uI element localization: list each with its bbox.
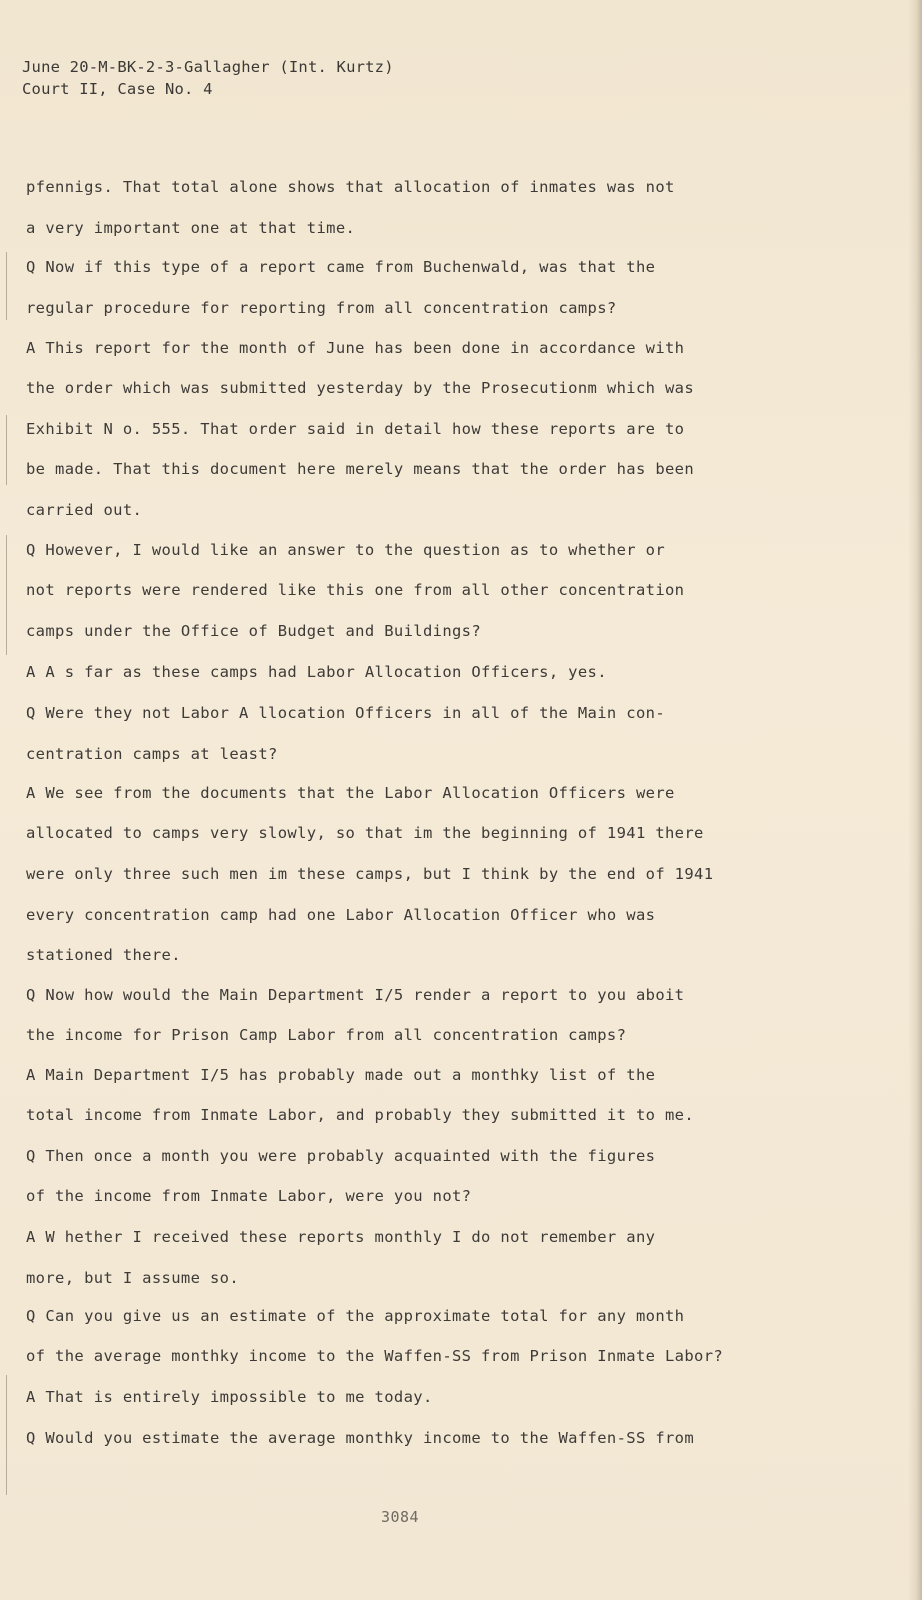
transcript-line: Q However, I would like an answer to the question as to whether or bbox=[26, 541, 665, 559]
transcript-line: not reports were rendered like this one from all other concentration bbox=[26, 581, 685, 599]
transcript-line: the income for Prison Camp Labor from all concentration camps? bbox=[26, 1026, 627, 1044]
transcript-line: of the average monthky income to the Waffen-SS from Prison Inmate Labor? bbox=[26, 1347, 724, 1365]
transcript-line: total income from Inmate Labor, and probably they submitted it to me. bbox=[26, 1106, 695, 1124]
transcript-line: A A s far as these camps had Labor Allocation Officers, yes. bbox=[26, 663, 607, 681]
transcript-line: camps under the Office of Budget and Buildings? bbox=[26, 622, 482, 640]
header-line-2: Court II, Case No. 4 bbox=[22, 80, 213, 98]
transcript-line: Q Were they not Labor A llocation Officers in all of the Main con- bbox=[26, 704, 665, 722]
transcript-line: Q Would you estimate the average monthky income to the Waffen-SS from bbox=[26, 1429, 695, 1447]
transcript-line: A Main Department I/5 has probably made out a monthky list of the bbox=[26, 1066, 656, 1084]
transcript-line: A This report for the month of June has been done in accordance with bbox=[26, 339, 685, 357]
page-number: 3084 bbox=[380, 1508, 420, 1526]
margin-mark bbox=[6, 415, 7, 485]
page-edge-shadow bbox=[908, 0, 922, 1600]
transcript-line: every concentration camp had one Labor Allocation Officer who was bbox=[26, 906, 656, 924]
transcript-line: Q Then once a month you were probably acquainted with the figures bbox=[26, 1147, 656, 1165]
transcript-line: regular procedure for reporting from all concentration camps? bbox=[26, 299, 617, 317]
transcript-line: more, but I assume so. bbox=[26, 1269, 239, 1287]
transcript-line: Exhibit N o. 555. That order said in detail how these reports are to bbox=[26, 420, 685, 438]
transcript-line: stationed there. bbox=[26, 946, 181, 964]
transcript-line: A W hether I received these reports monthly I do not remember any bbox=[26, 1228, 656, 1246]
transcript-line: a very important one at that time. bbox=[26, 219, 356, 237]
transcript-line: of the income from Inmate Labor, were you not? bbox=[26, 1187, 472, 1205]
transcript-line: allocated to camps very slowly, so that im the beginning of 1941 there bbox=[26, 824, 704, 842]
margin-mark bbox=[6, 1375, 7, 1495]
transcript-line: Q Can you give us an estimate of the approximate total for any month bbox=[26, 1307, 685, 1325]
document-header bbox=[22, 56, 394, 100]
transcript-line: A We see from the documents that the Labor Allocation Officers were bbox=[26, 784, 675, 802]
transcript-line: the order which was submitted yesterday by the Prosecutionm which was bbox=[26, 379, 695, 397]
transcript-line: A That is entirely impossible to me today. bbox=[26, 1388, 433, 1406]
transcript-line: were only three such men im these camps, but I think by the end of 1941 bbox=[26, 865, 714, 883]
transcript-line: pfennigs. That total alone shows that allocation of inmates was not bbox=[26, 178, 675, 196]
transcript-line: be made. That this document here merely means that the order has been bbox=[26, 460, 695, 478]
transcript-line: centration camps at least? bbox=[26, 745, 278, 763]
transcript-line: Q Now if this type of a report came from Buchenwald, was that the bbox=[26, 258, 656, 276]
margin-mark bbox=[6, 252, 7, 320]
margin-mark bbox=[6, 535, 7, 655]
transcript-line: Q Now how would the Main Department I/5 render a report to you aboit bbox=[26, 986, 685, 1004]
header-line-1: June 20-M-BK-2-3-Gallagher (Int. Kurtz) bbox=[22, 58, 394, 76]
transcript-line: carried out. bbox=[26, 501, 143, 519]
